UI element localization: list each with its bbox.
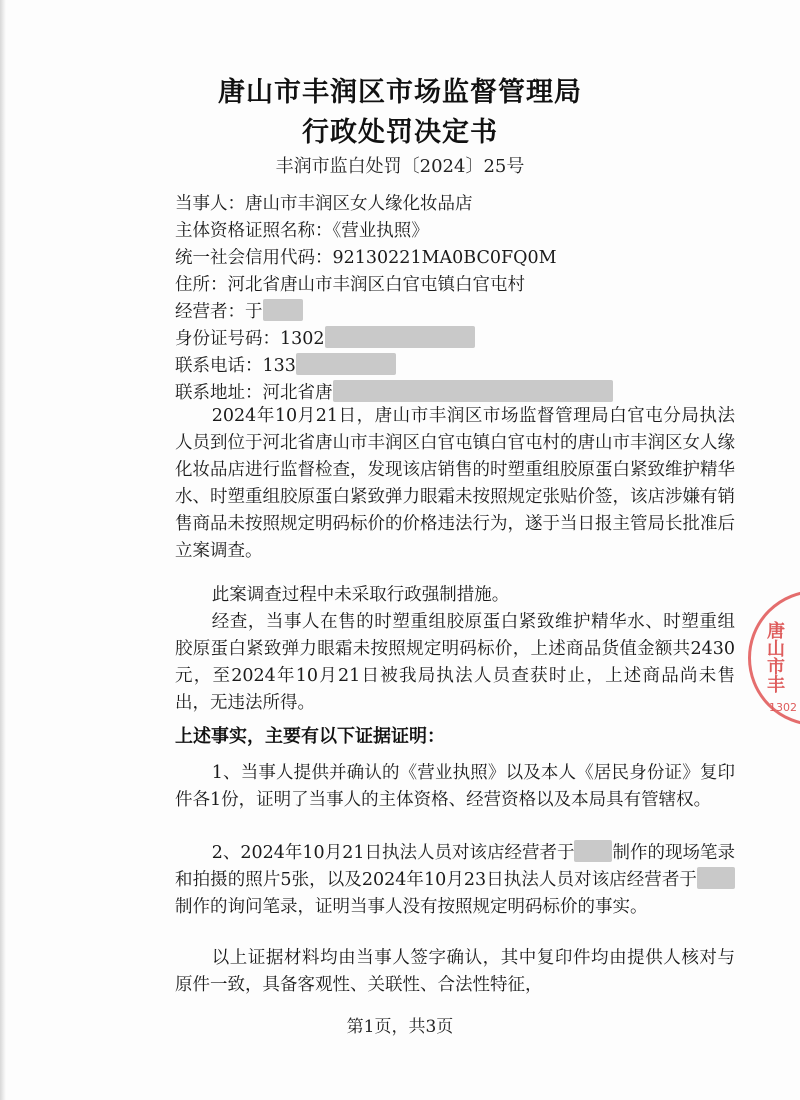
contact-address-label: 联系地址：河北省唐 — [175, 383, 333, 403]
document-number: 丰润市监白处罚〔2024〕25号 — [275, 156, 525, 177]
party-contact-address — [175, 379, 613, 404]
page-number: 第1页，共3页 — [346, 1017, 454, 1037]
party-phone — [175, 352, 396, 377]
party-license: 主体资格证照名称：《营业执照》 — [175, 221, 429, 241]
operator-label: 经营者：于 — [175, 302, 263, 322]
evidence-2-text-c: 制作的询问笔录，证明当事人没有按照规定明码标价的事实。 — [175, 897, 648, 917]
party-id-number — [175, 325, 475, 350]
party-name: 当事人：唐山市丰润区女人缘化妆品店 — [175, 194, 473, 214]
party-address: 住所：河北省唐山市丰润区白官屯镇白官屯村 — [175, 275, 525, 295]
official-seal — [748, 590, 800, 726]
redaction-block — [333, 380, 613, 402]
redaction-block — [296, 353, 396, 375]
seal-code: 1302 — [769, 701, 797, 714]
redaction-block — [697, 867, 735, 889]
phone-label: 联系电话：133 — [175, 356, 296, 376]
case-paragraph-1: 2024年10月21日，唐山市丰润区市场监督管理局白官屯分局执法人员到位于河北省唐山市丰润区白官屯镇白官屯村的唐山市丰润区女人缘化妆品店进行监督检查，发现该店销售的时塑重组胶原蛋白紧致维护精华水、时塑重组胶原蛋白紧致弹力眼霜未按照规定张贴价签，该店涉嫌有销售商品未按照规定明码标价的价格违法行为，遂于当日报主管局长批准后立案调查。 — [175, 406, 735, 561]
evidence-2-text-a: 2、2024年10月21日执法人员对该店经营者于 — [211, 843, 575, 863]
case-paragraph-2: 此案调查过程中未采取行政强制措施。 — [211, 585, 510, 605]
evidence-summary: 以上证据材料均由当事人签字确认，其中复印件均由提供人核对与原件一致，具备客观性、关联性、合法性特征， — [175, 948, 735, 995]
evidence-item-2 — [175, 840, 735, 921]
evidence-2-text-b: 制作的现场笔录和拍摄的照片5张，以及2024年10月23日执法人员对该店经营者于 — [175, 843, 735, 890]
evidence-item-1: 1、当事人提供并确认的《营业执照》以及本人《居民身份证》复印件各1份，证明了当事人的主体资格、经营资格以及本局具有管辖权。 — [175, 763, 735, 810]
redaction-block — [263, 299, 303, 321]
case-paragraph-3: 经查，当事人在售的时塑重组胶原蛋白紧致维护精华水、时塑重组胶原蛋白紧致弹力眼霜未按照规定明码标价，上述商品货值金额共2430元，至2024年10月21日被我局执法人员查获时止，上述商品尚未售出，无违法所得。 — [175, 612, 735, 713]
redaction-block — [574, 840, 612, 862]
party-operator — [175, 298, 303, 323]
id-number-label: 身份证号码：1302 — [175, 329, 325, 349]
seal-text: 唐山市丰 — [764, 621, 785, 693]
document-title: 行政处罚决定书 — [302, 117, 498, 148]
evidence-heading: 上述事实，主要有以下证据证明： — [175, 726, 445, 747]
issuing-authority-title: 唐山市丰润区市场监督管理局 — [218, 77, 582, 108]
redaction-block — [325, 326, 475, 348]
party-credit-code: 统一社会信用代码：92130221MA0BC0FQ0M — [175, 248, 557, 268]
